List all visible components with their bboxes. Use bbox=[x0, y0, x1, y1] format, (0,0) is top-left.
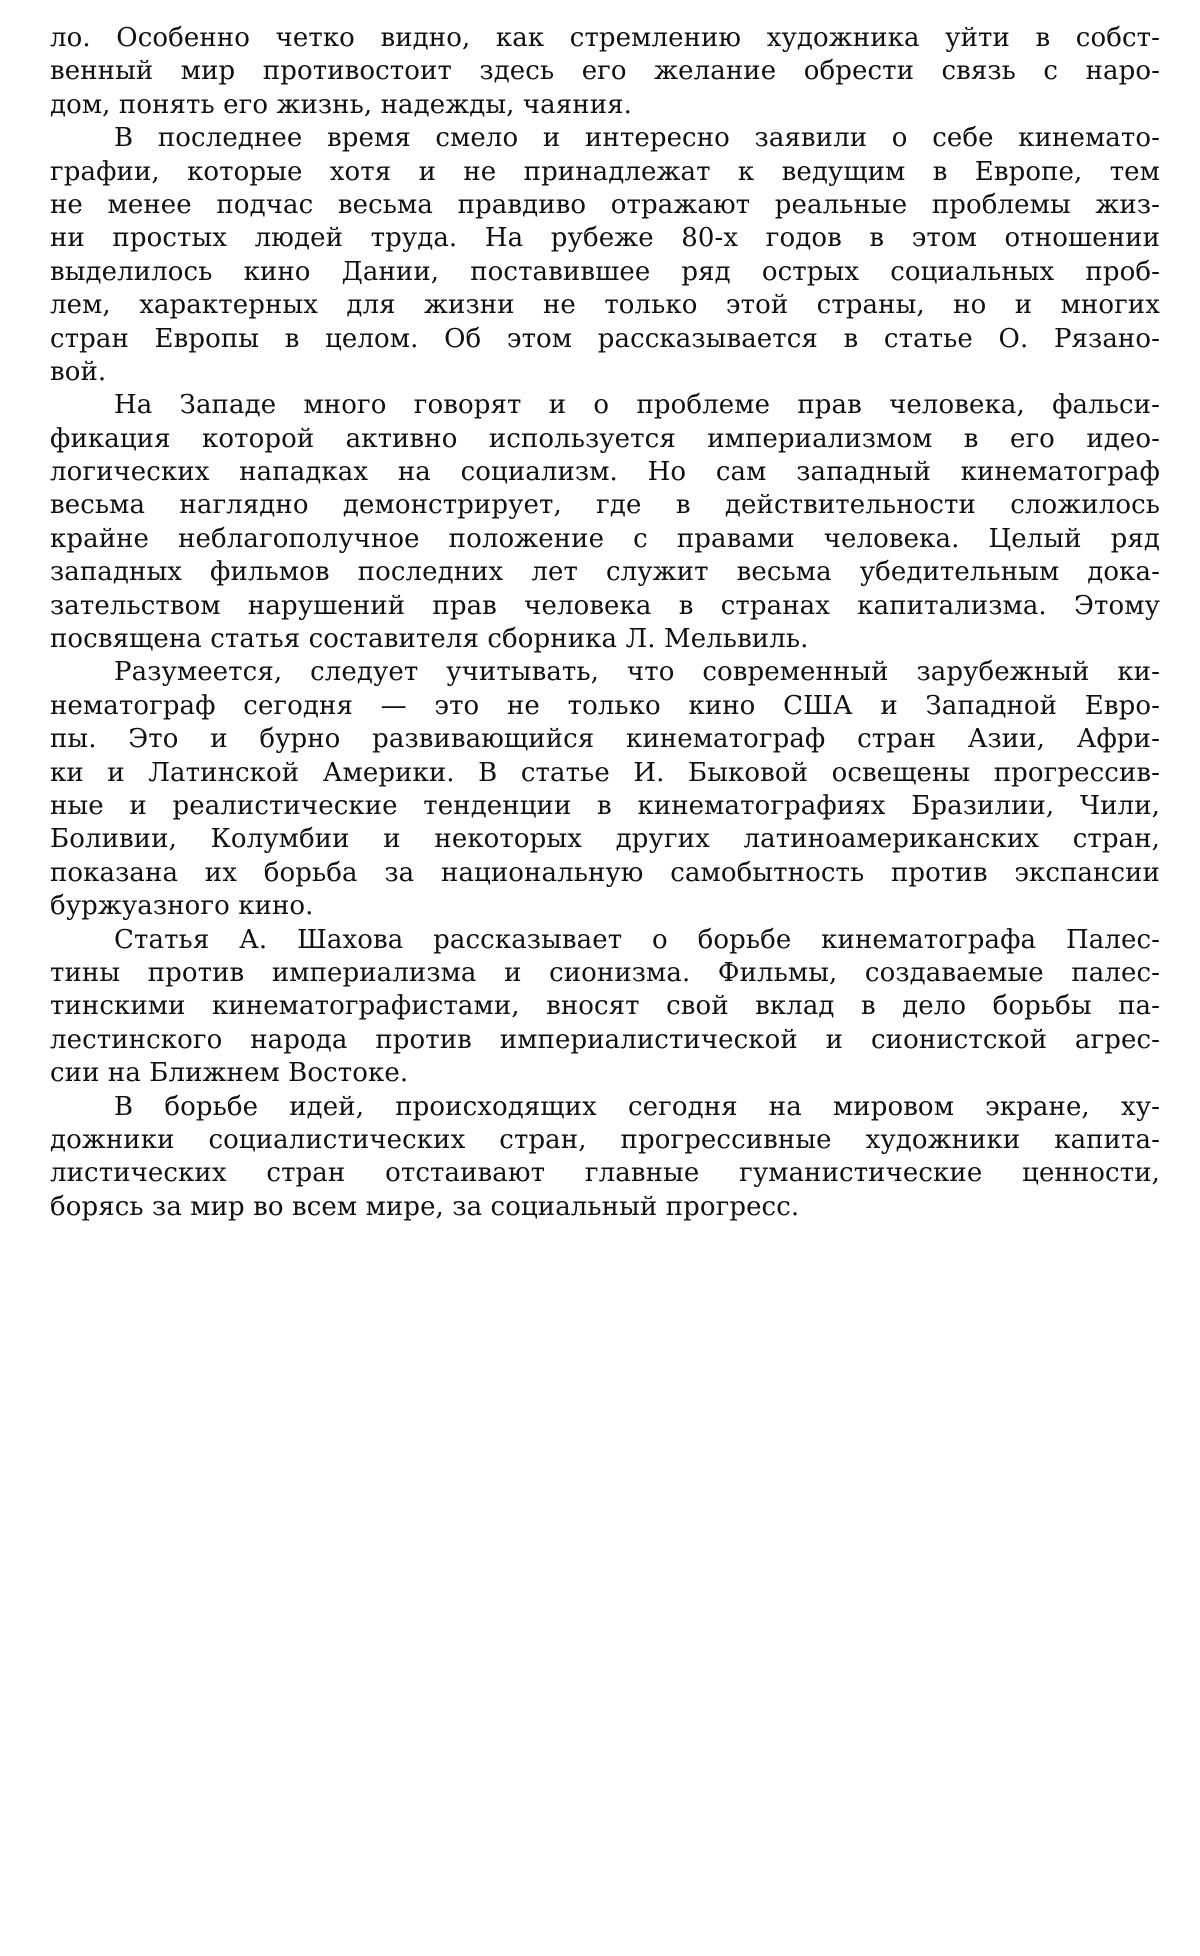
text-line: выделилось кино Дании, поставившее ряд острых социальных проб- bbox=[50, 256, 1160, 287]
text-line: В последнее время смело и интересно заявили о себе кинемато- bbox=[114, 123, 1160, 154]
text-line: тинскими кинематографистами, вносят свой вклад в дело борьбы па- bbox=[50, 991, 1160, 1022]
text-line: Статья А. Шахова рассказывает о борьбе кинематографа Палес- bbox=[114, 924, 1160, 955]
text-line: фикация которой активно используется империализмом в его идео- bbox=[50, 423, 1160, 454]
text-line: В борьбе идей, происходящих сегодня на мировом экране, ху- bbox=[114, 1091, 1160, 1122]
text-line: листических стран отстаивают главные гуманистические ценности, bbox=[50, 1158, 1160, 1189]
text-line: показана их борьба за национальную самобытность против экспансии bbox=[50, 857, 1160, 888]
text-line: венный мир противостоит здесь его желание обрести связь с наро- bbox=[50, 56, 1160, 87]
text-line: логических нападках на социализм. Но сам западный кинематограф bbox=[50, 457, 1160, 488]
text-line: ло. Особенно четко видно, как стремлению художника уйти в собст- bbox=[50, 23, 1160, 53]
text-line: пы. Это и бурно развивающийся кинематограф стран Азии, Афри- bbox=[50, 724, 1160, 755]
text-line: На Западе много говорят и о проблеме прав человека, фальси- bbox=[114, 390, 1160, 421]
text-line: лем, характерных для жизни не только этой страны, но и многих bbox=[50, 290, 1160, 321]
body-text bbox=[50, 22, 1160, 1224]
text-line: нематограф сегодня — это не только кино США и Западной Евро- bbox=[50, 690, 1160, 721]
paragraph bbox=[50, 1091, 1160, 1225]
text-line: весьма наглядно демонстрирует, где в действительности сложилось bbox=[50, 490, 1160, 521]
text-line: сии на Ближнем Востоке. bbox=[50, 1058, 409, 1089]
text-line: ки и Латинской Америки. В статье И. Быковой освещены прогрессив- bbox=[50, 757, 1160, 788]
text-line: ные и реалистические тенденции в кинематографиях Бразилии, Чили, bbox=[50, 790, 1160, 821]
text-line: дом, понять его жизнь, надежды, чаяния. bbox=[50, 89, 632, 120]
paragraph bbox=[50, 389, 1160, 656]
text-line: графии, которые хотя и не принадлежат к ведущим в Европе, тем bbox=[50, 156, 1160, 187]
text-line: Боливии, Колумбии и некоторых других латиноамериканских стран, bbox=[50, 824, 1160, 855]
text-line: буржуазного кино. bbox=[50, 891, 314, 922]
text-line: крайне неблагополучное положение с правами человека. Целый ряд bbox=[50, 523, 1160, 554]
paragraph bbox=[50, 924, 1160, 1091]
text-line: не менее подчас весьма правдиво отражают реальные проблемы жиз- bbox=[50, 189, 1160, 220]
text-line: ни простых людей труда. На рубеже 80-х годов в этом отношении bbox=[50, 223, 1160, 254]
text-line: Разумеется, следует учитывать, что современный зарубежный ки- bbox=[114, 657, 1160, 688]
text-line: зательством нарушений прав человека в странах капитализма. Этому bbox=[50, 590, 1160, 621]
text-line: тины против империализма и сионизма. Фильмы, создаваемые палес- bbox=[50, 957, 1160, 988]
text-line: западных фильмов последних лет служит весьма убедительным дока- bbox=[50, 557, 1160, 588]
text-line: стран Европы в целом. Об этом рассказывается в статье О. Рязано- bbox=[50, 323, 1160, 354]
paragraph bbox=[50, 22, 1160, 122]
text-line: лестинского народа против империалистической и сионистской агрес- bbox=[50, 1024, 1160, 1055]
text-line: борясь за мир во всем мире, за социальный прогресс. bbox=[50, 1191, 800, 1222]
paragraph bbox=[50, 122, 1160, 389]
text-line: посвящена статья составителя сборника Л. Мельвиль. bbox=[50, 624, 809, 655]
paragraph bbox=[50, 656, 1160, 923]
text-line: дожники социалистических стран, прогрессивные художники капита- bbox=[50, 1124, 1160, 1155]
text-line: вой. bbox=[50, 356, 107, 387]
